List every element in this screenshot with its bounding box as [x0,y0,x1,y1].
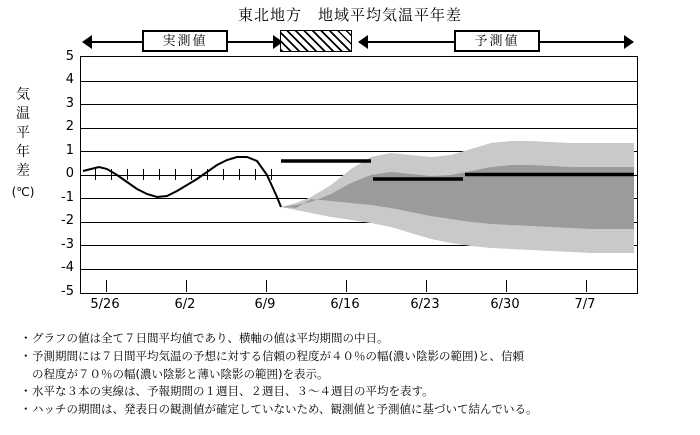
x-minor-tick [159,169,160,180]
phase-label-observed: 実測値 [142,30,228,52]
note-text-1: グラフの値は全て７日間平均値であり、横軸の値は平均期間の中日。 [32,331,389,345]
x-tick-label-2: 6/9 [254,297,276,312]
page-title: 東北地方 地域平均気温平年差 [237,6,462,24]
y-axis-title [10,86,36,202]
x-major-tick [266,280,267,292]
note-item-4 [18,401,682,418]
x-tick-label-4: 6/23 [410,297,440,312]
y-axis-title-char-1: 温 [16,106,30,122]
forecast-arrow-head-right [624,35,634,49]
x-minor-tick [207,169,208,180]
bullet-icon: ・ [20,384,32,398]
x-minor-tick [223,169,224,180]
hatched-period-box [280,30,352,52]
y-tick-m2: -2 [61,213,74,228]
x-minor-tick [143,169,144,180]
x-tick-label-1: 6/2 [174,297,196,312]
x-tick-label-3: 6/16 [330,297,360,312]
x-minor-tick [95,169,96,180]
x-minor-tick [111,169,112,180]
forecast-arrow-head-left [358,35,368,49]
x-major-tick [506,280,507,292]
x-tick-label-5: 6/30 [490,297,520,312]
x-tick-label-0: 5/26 [90,297,120,312]
note-item-3 [18,383,682,400]
note-text-4: ハッチの期間は、発表日の観測値が確定していないため、観測値と予測値に基づいて結んでいる。 [32,402,538,416]
x-minor-tick [239,169,240,180]
y-tick-m3: -3 [61,237,74,252]
y-axis-title-char-4: 差 [16,163,30,179]
observed-line [83,157,281,207]
note-item-1 [18,330,682,347]
y-tick-m5: -5 [61,284,74,299]
chart-svg [81,57,636,292]
x-minor-tick [191,169,192,180]
x-tick-label-6: 7/7 [574,297,596,312]
y-tick-4: 4 [65,72,74,87]
x-minor-tick [271,169,272,180]
note-text-2-cont-wrap [18,366,682,383]
note-item-2 [18,348,682,365]
x-major-tick [426,280,427,292]
x-major-tick [346,280,347,292]
x-major-tick [586,280,587,292]
x-minor-tick [127,169,128,180]
x-minor-tick [175,169,176,180]
x-major-tick [106,280,107,292]
y-tick-m4: -4 [61,260,74,275]
y-tick-3: 3 [65,96,74,111]
bullet-icon: ・ [20,331,32,345]
bullet-icon: ・ [20,349,32,363]
y-tick-1: 1 [65,143,74,158]
phase-label-forecast: 予測値 [454,30,540,52]
y-axis-title-char-2: 平 [16,125,30,141]
y-axis-unit: (℃) [11,185,35,199]
note-text-3: 水平な３本の実線は、予報期間の１週目、２週目、３～４週目の平均を表す。 [32,384,434,398]
x-minor-tick [255,169,256,180]
y-tick-0: 0 [65,166,74,181]
note-text-2: 予測期間には７日間平均気温の予想に対する信頼の程度が４０％の幅(濃い陰影の範囲)と、信頼 [32,349,524,363]
y-axis-title-char-3: 年 [16,144,30,160]
phase-band [80,30,638,54]
chart-plot-area [80,56,638,294]
x-major-tick [186,280,187,292]
observed-arrow-head-left [82,35,92,49]
note-text-2-cont: の程度が７０％の幅(濃い陰影と薄い陰影の範囲)を表示。 [32,367,329,381]
notes-list [18,330,682,419]
y-tick-5: 5 [65,49,74,64]
y-axis-title-char-0: 気 [16,87,30,103]
y-tick-2: 2 [65,119,74,134]
y-tick-m1: -1 [61,190,74,205]
bullet-icon: ・ [20,402,32,416]
